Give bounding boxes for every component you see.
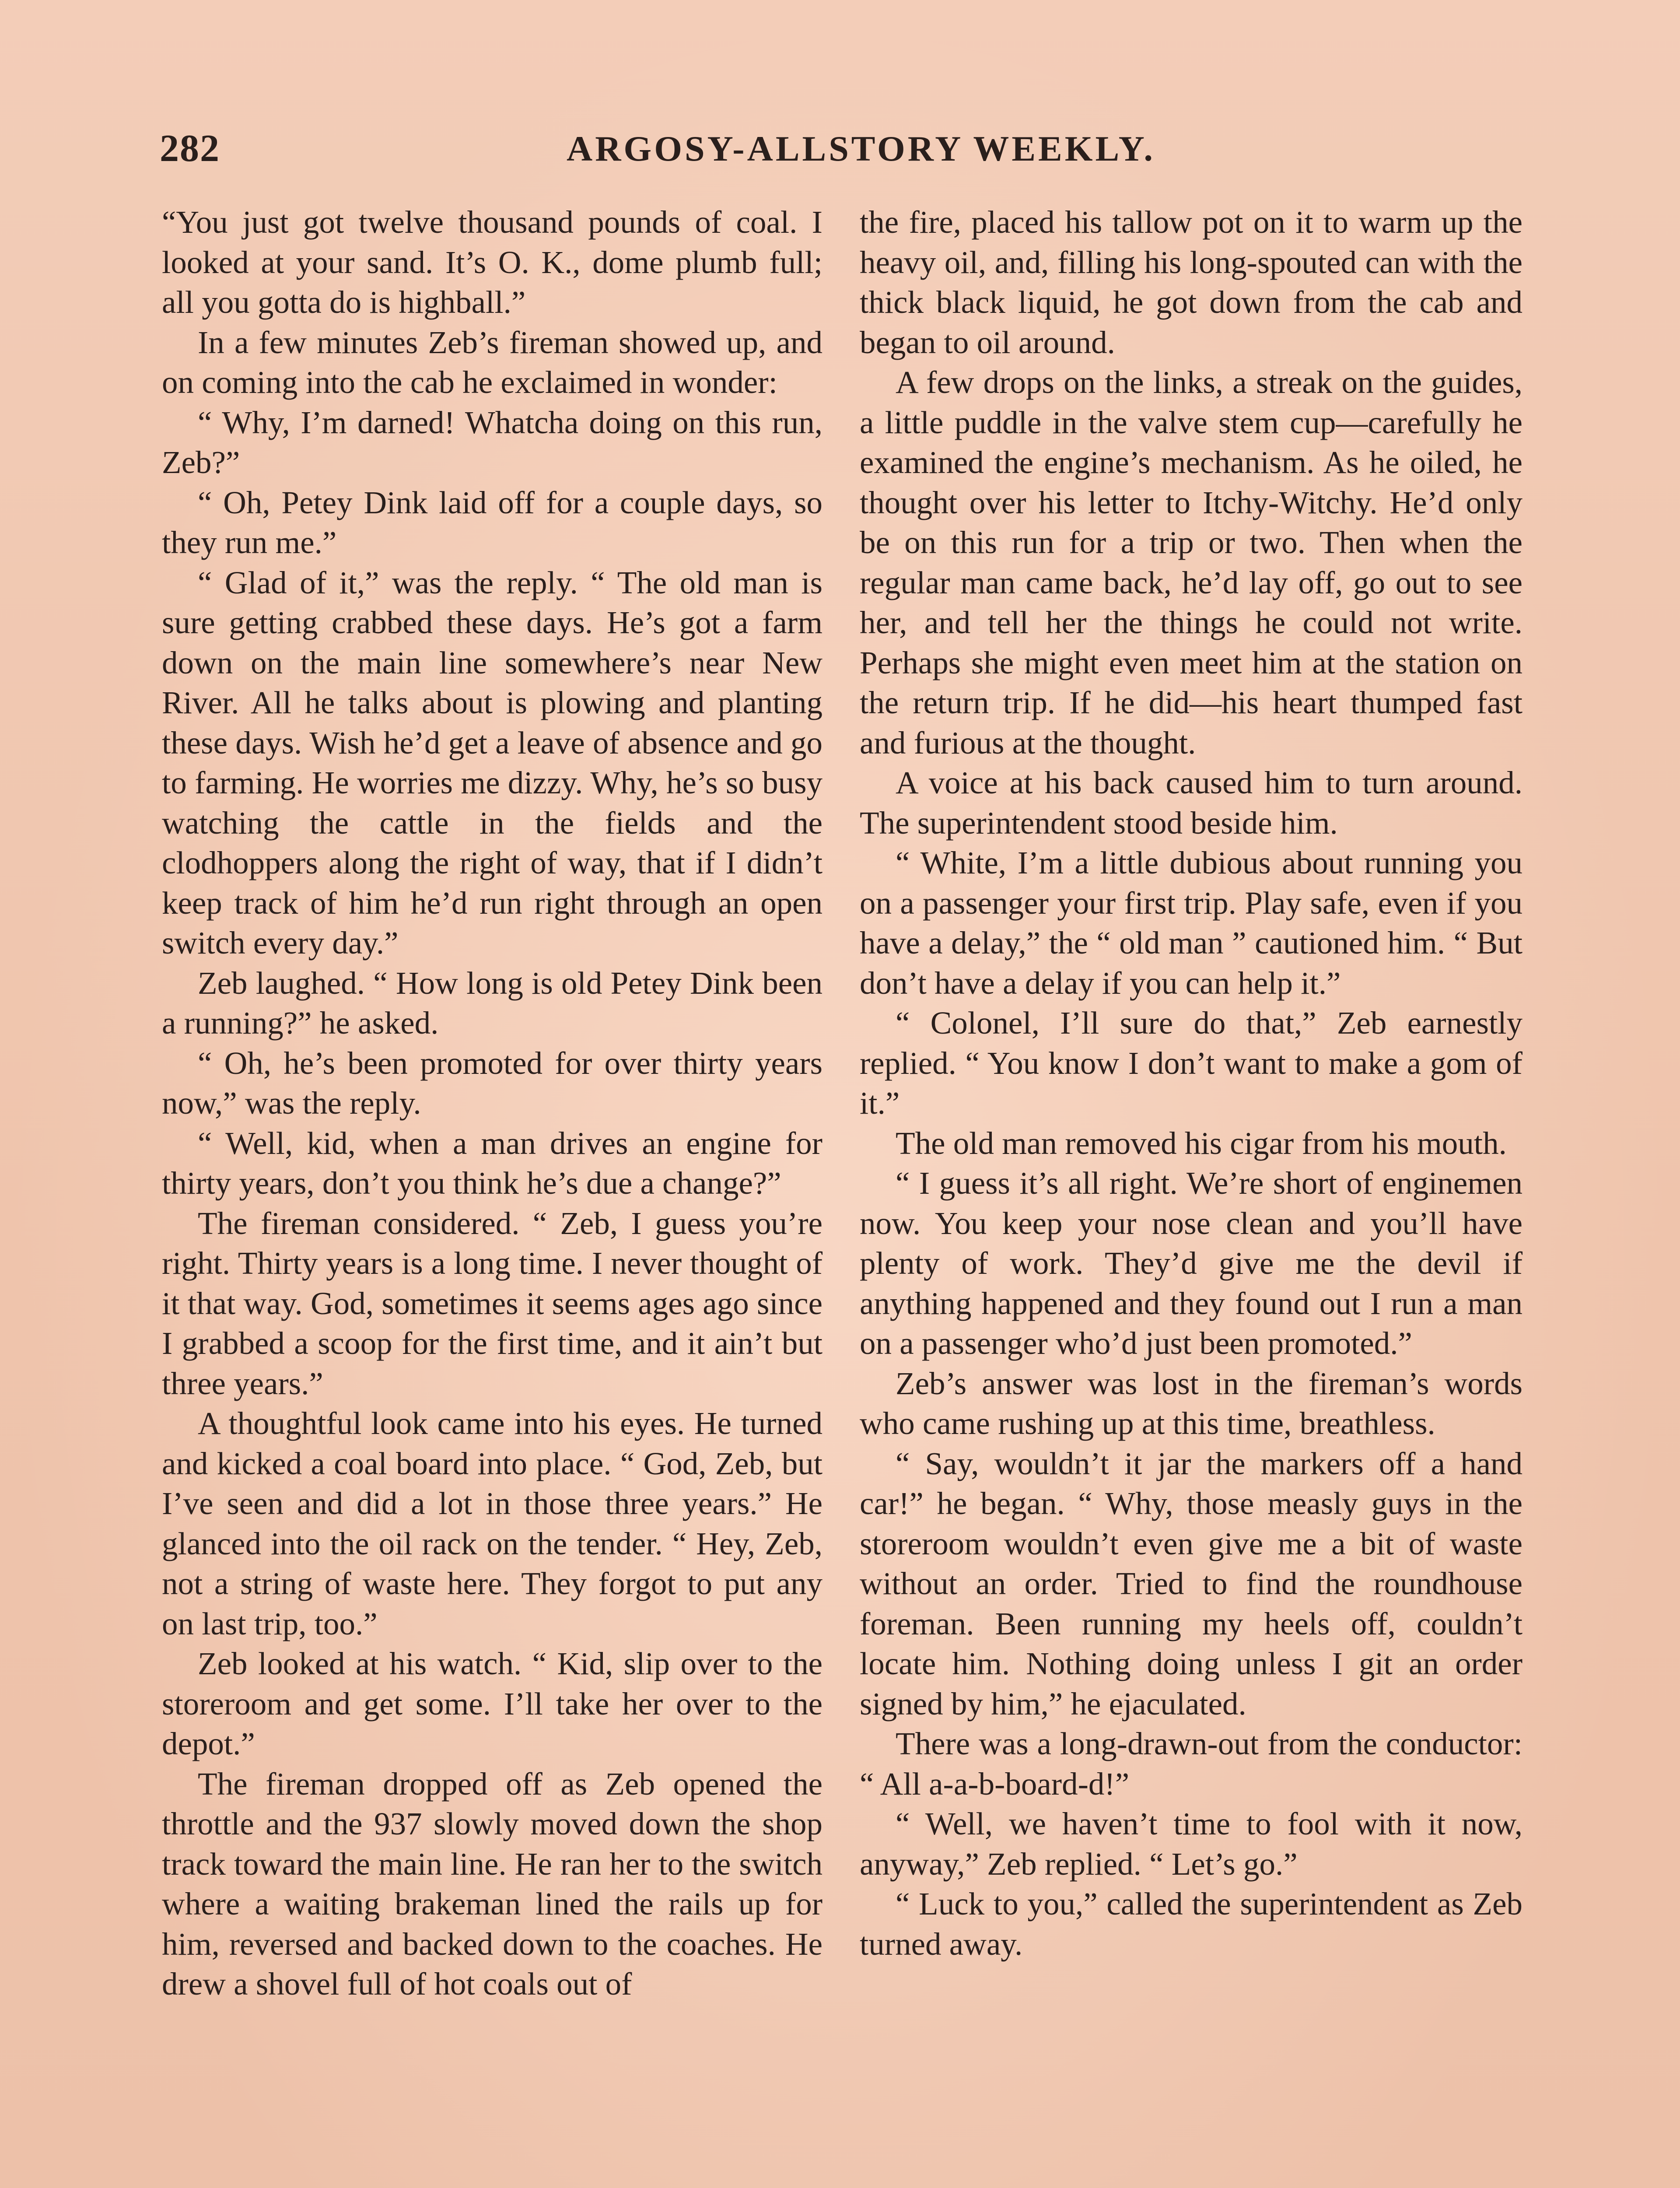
paragraph: “ White, I’m a little dubious about running you on a passenger your first trip. Play safe, even if you have a delay,” the “ old man ” cautioned him. “ But don’t have a delay if you can help it.”	[860, 845, 1522, 1001]
paragraph: “ Oh, he’s been promoted for over thirty years now,” was the reply.	[162, 1045, 822, 1121]
paragraph: A thoughtful look came into his eyes. He turned and kicked a coal board into place. “ God, Zeb, but I’ve seen and did a lot in those three years.” He glanced into the oil rack on the tender. “ Hey, Zeb, not a string of waste here. They forgot to put any on last trip, too.”	[162, 1406, 822, 1641]
paragraph: “ Say, wouldn’t it jar the markers off a hand car!” he began. “ Why, those measly guys in the storeroom wouldn’t even give me a bit of waste without an order. Tried to find the roundhouse foreman. Been running my heels off, couldn’t locate him. Nothing doing unless I git an order signed by him,” he ejaculated.	[860, 1445, 1522, 1722]
paragraph: “ Oh, Petey Dink laid off for a couple days, so they run me.”	[162, 484, 822, 560]
paragraph: A few drops on the links, a streak on the guides, a little puddle in the valve stem cup—carefully he examined the engine’s mechanism. As he oiled, he thought over his letter to Itchy-Witchy. He’d only be on this run for a trip or two. Then when the regular man came back, he’d lay off, go out to see her, and tell her the things he could not write. Perhaps she might even meet him at the station on the return trip. If he did—his heart thumped fast and furious at the thought.	[860, 365, 1522, 761]
paragraph: “ I guess it’s all right. We’re short of enginemen now. You keep your nose clean and you’ll have plenty of work. They’d give me the devil if anything happened and they found out I run a man on a passenger who’d just been promoted.”	[860, 1165, 1522, 1361]
page-header	[160, 123, 1522, 175]
paragraph: A voice at his back caused him to turn around. The superintendent stood beside him.	[860, 765, 1522, 841]
paragraph: The fireman dropped off as Zeb opened the throttle and the 937 slowly moved down the shop track toward the main line. He ran her to the switch where a waiting brakeman lined the rails up for him, reversed and backed down to the coaches. He drew a shovel full of hot coals out of	[162, 1766, 822, 2002]
page-number: 282	[160, 127, 220, 170]
paragraph: Zeb’s answer was lost in the fireman’s words who came rushing up at this time, breathless.	[860, 1365, 1522, 1441]
paragraph: “ Well, we haven’t time to fool with it now, anyway,” Zeb replied. “ Let’s go.”	[860, 1806, 1522, 1882]
paragraph: the fire, placed his tallow pot on it to warm up the heavy oil, and, filling his long-spouted can with the thick black liquid, he got down from the cab and began to oil around.	[860, 204, 1522, 360]
left-column	[162, 202, 822, 2004]
paragraph: Zeb laughed. “ How long is old Petey Dink been a running?” he asked.	[162, 965, 822, 1041]
running-title: ARGOSY-ALLSTORY WEEKLY.	[567, 129, 1155, 168]
paragraph: The fireman considered. “ Zeb, I guess you’re right. Thirty years is a long time. I never thought of it that way. God, sometimes it seems ages ago since I grabbed a scoop for the first time, and it ain’t but three years.”	[162, 1205, 822, 1401]
paragraph: “ Luck to you,” called the superintendent as Zeb turned away.	[860, 1886, 1522, 1962]
paragraph: “You just got twelve thousand pounds of coal. I looked at your sand. It’s O. K., dome plumb full; all you gotta do is highball.”	[162, 204, 822, 320]
right-column	[860, 202, 1522, 1964]
paragraph: “ Why, I’m darned! Whatcha doing on this run, Zeb?”	[162, 404, 822, 480]
paragraph: Zeb looked at his watch. “ Kid, slip over to the storeroom and get some. I’ll take her over to the depot.”	[162, 1646, 822, 1761]
paragraph: In a few minutes Zeb’s fireman showed up, and on coming into the cab he exclaimed in wonder:	[162, 324, 822, 400]
paragraph: “ Well, kid, when a man drives an engine for thirty years, don’t you think he’s due a change?”	[162, 1125, 822, 1201]
paragraph: “ Glad of it,” was the reply. “ The old man is sure getting crabbed these days. He’s got a farm down on the main line somewhere’s near New River. All he talks about is plowing and planting these days. Wish he’d get a leave of absence and go to farming. He worries me dizzy. Why, he’s so busy watching the cattle in the fields and the clodhoppers along the right of way, that if I didn’t keep track of him he’d run right through an open switch every day.”	[162, 565, 822, 961]
paragraph: There was a long-drawn-out from the conductor: “ All a-a-b-board-d!”	[860, 1726, 1522, 1802]
paragraph: “ Colonel, I’ll sure do that,” Zeb earnestly replied. “ You know I don’t want to make a gom of it.”	[860, 1005, 1522, 1121]
paragraph: The old man removed his cigar from his mouth.	[896, 1125, 1507, 1161]
